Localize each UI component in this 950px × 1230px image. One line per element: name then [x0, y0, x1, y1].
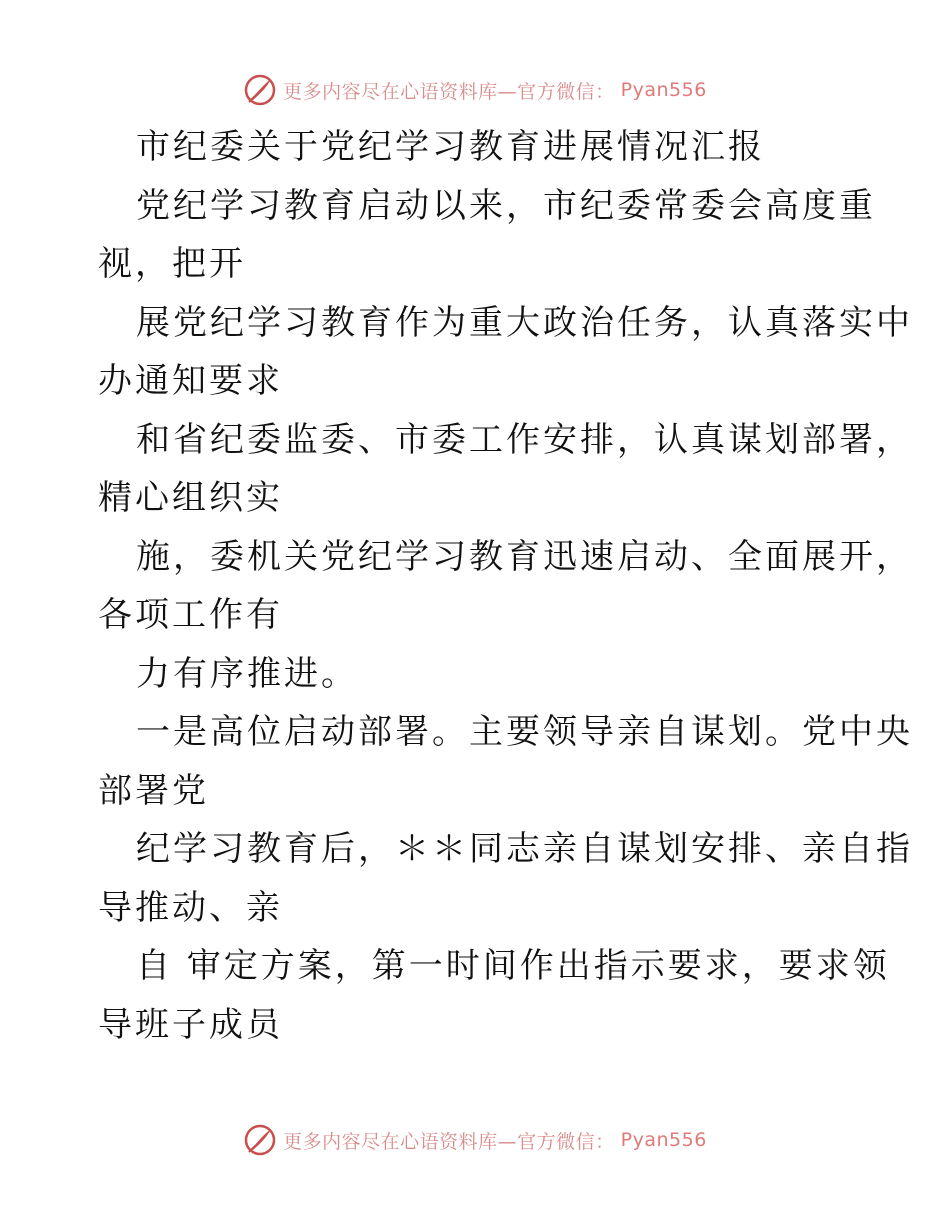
watermark-text: 更多内容尽在心语资料库—官方微信： — [283, 1130, 615, 1153]
document-line: 和省纪委监委、市委工作安排，认真谋划部署， — [136, 419, 913, 460]
header-watermark — [0, 70, 950, 110]
document-line: 展党纪学习教育作为重大政治任务，认真落实中 — [136, 302, 913, 343]
document-line: 施，委机关党纪学习教育迅速启动、全面展开， — [136, 536, 913, 577]
document-line: 力有序推进。 — [136, 653, 358, 694]
document-line: 市纪委关于党纪学习教育进展情况汇报 — [136, 127, 765, 167]
footer-watermark — [0, 1120, 950, 1160]
document-line: 各项工作有 — [98, 595, 283, 635]
feather-pen-logo-icon — [243, 1123, 277, 1157]
watermark-text: 更多内容尽在心语资料库—官方微信： — [283, 80, 615, 103]
document-line: 党纪学习教育启动以来，市纪委常委会高度重 — [136, 185, 876, 226]
document-line: 精心组织实 — [98, 478, 283, 518]
watermark-handle: Pyan556 — [620, 1129, 707, 1151]
document-line: 一是高位启动部署。主要领导亲自谋划。党中央 — [136, 712, 913, 752]
feather-pen-logo-icon — [243, 73, 277, 107]
document-line: 导班子成员 — [98, 1004, 283, 1045]
document-line: 部署党 — [98, 770, 209, 811]
document-line: 视，把开 — [98, 244, 246, 284]
watermark-handle: Pyan556 — [620, 79, 707, 101]
document-line: 纪学习教育后，＊＊同志亲自谋划安排、亲自指 — [136, 829, 913, 869]
document-line: 办通知要求 — [98, 361, 283, 401]
document-line: 自 审定方案，第一时间作出指示要求，要求领 — [136, 946, 890, 986]
document-line: 导推动、亲 — [98, 887, 283, 928]
document-body — [98, 118, 913, 1054]
